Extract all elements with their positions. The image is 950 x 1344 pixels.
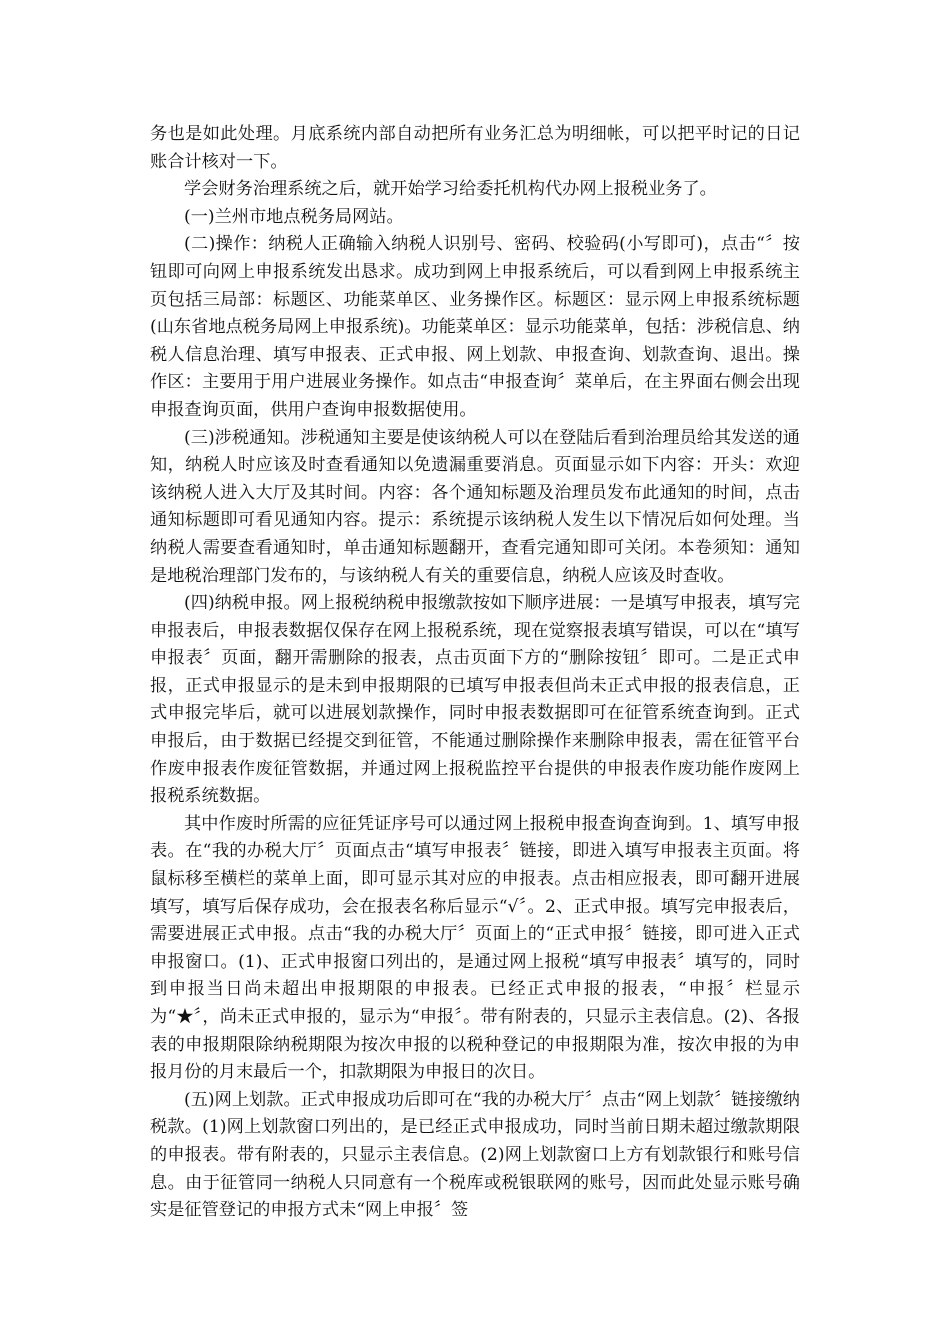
paragraph-section-5: (五)网上划款。正式申报成功后即可在“我的办税大厅〞点击“网上划款〞链接缴纳税款。(1)网上划款窗口列出的，是已经正式申报成功，同时当前日期未超过缴款期限的申报表。带有附表的，只显示主表信息。(2)网上划款窗口上方有划款银行和账号信息。由于征管同一纳税人只同意有一个税库或税银联网的账号，因而此处显示账号确实是征管登记的申报方式未“网上申报〞签	[150, 1089, 800, 1221]
paragraph-section-4-detail: 其中作废时所需的应征凭证序号可以通过网上报税申报查询查询到。1、填写申报表。在“我的办税大厅〞页面点击“填写申报表〞链接，即进入填写申报表主页面。将鼠标移至横栏的菜单上面，即可显示其对应的申报表。点击相应报表，即可翻开进展填写，填写后保存成功，会在报表名称后显示“√〞。2、正式申报。填写完申报表后，需要进展正式申报。点击“我的办税大厅〞页面上的“正式申报〞链接，即可进入正式申报窗口。(1)、正式申报窗口列出的，是通过网上报税“填写申报表〞填写的，同时到申报当日尚未超出申报期限的申报表。已经正式申报的报表，“申报〞栏显示为“★〞，尚未正式申报的，显示为“申报〞。带有附表的，只显示主表信息。(2)、各报表的申报期限除纳税期限为按次申报的以税种登记的申报期限为准，按次申报的为申报月份的月末最后一个，扣款期限为申报日的次日。	[150, 813, 800, 1083]
paragraph-section-2: (二)操作：纳税人正确输入纳税人识别号、密码、校验码(小写即可)，点击“〞按钮即可向网上申报系统发出恳求。成功到网上申报系统后，可以看到网上申报系统主页包括三局部：标题区、功能菜单区、业务操作区。标题区：显示网上申报系统标题(山东省地点税务局网上申报系统)。功能菜单区：显示功能菜单，包括：涉税信息、纳税人信息治理、填写申报表、正式申报、网上划款、申报查询、划款查询、退出。操作区：主要用于用户进展业务操作。如点击“申报查询〞菜单后，在主界面右侧会出现申报查询页面，供用户查询申报数据使用。	[150, 234, 800, 420]
document-body	[150, 121, 800, 1225]
paragraph-continuation: 务也是如此处理。月底系统内部自动把所有业务汇总为明细帐，可以把平时记的日记账合计核对一下。	[150, 124, 800, 172]
paragraph-section-3: (三)涉税通知。涉税通知主要是使该纳税人可以在登陆后看到治理员给其发送的通知，纳税人时应该及时查看通知以免遗漏重要消息。页面显示如下内容：开头：欢迎该纳税人进入大厅及其时间。内容：各个通知标题及治理员发布此通知的时间，点击通知标题即可看见通知内容。提示：系统提示该纳税人发生以下情况后如何处理。当纳税人需要查看通知时，单击通知标题翻开，查看完通知即可关闭。本卷须知：通知是地税治理部门发布的，与该纳税人有关的重要信息，纳税人应该及时查收。	[150, 427, 800, 586]
paragraph-section-4: (四)纳税申报。网上报税纳税申报缴款按如下顺序进展：一是填写申报表，填写完申报表后，申报表数据仅保存在网上报税系统，现在觉察报表填写错误，可以在“填写申报表〞页面，翻开需删除的报表，点击页面下方的“删除按钮〞即可。二是正式申报，正式申报显示的是未到申报期限的已填写申报表但尚未正式申报的报表信息，正式申报完毕后，就可以进展划款操作，同时申报表数据即可在征管系统查询到。正式申报后，由于数据已经提交到征管，不能通过删除操作来删除申报表，需在征管平台作废申报表作废征管数据，并通过网上报税监控平台提供的申报表作废功能作废网上报税系统数据。	[150, 593, 800, 807]
paragraph-section-1: (一)兰州市地点税务局网站。	[184, 206, 404, 227]
paragraph-intro: 学会财务治理系统之后，就开始学习给委托机构代办网上报税业务了。	[184, 179, 717, 200]
